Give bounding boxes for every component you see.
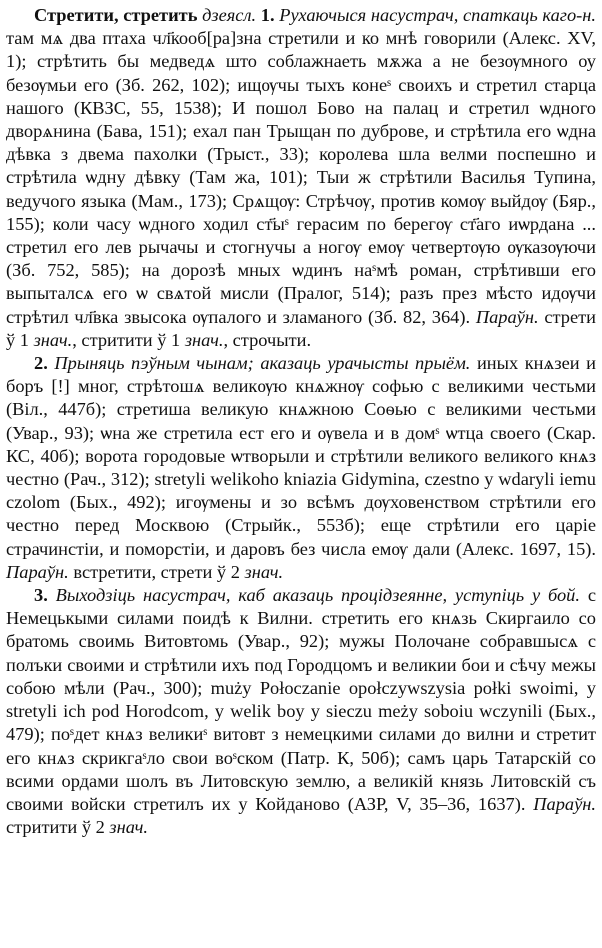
cross-ref-text-2: , стритити ў 1: [72, 329, 185, 350]
cross-ref-label: Параўн.: [475, 306, 539, 327]
sense-definition: Выходзіць насустрач, каб аказаць процідзеянне, уступіць у бой.: [55, 585, 580, 606]
cross-ref-text: стритити ў 2: [6, 817, 110, 838]
cross-ref-znach: знач.: [109, 817, 149, 838]
cross-ref-text: встретити, стрети ў 2: [68, 561, 245, 582]
sense-citations: с Немецькыми силами поидѣ к Вилни. стретить его кнѧзь Скиргаило со братомь своимь Витовтомь (Увар., 92); мужы Полочане собравшысѧ с полъки своими и стрѣтили ихъ под Городцомъ и великии бои и сѣчу межы собою мѣли (Рач., 300); muży Połoczanie opołczywszysia połki swoimi, y stretyli ich pod Horodcom, y welik boy y sieczu meży soboiu wczynili (Бых., 479); поˢдет кнѧз великиˢ витовт з немецкими силами до вилни и стретит его кнѧз скрикгаˢло свои воˢском (Патр. К, 50б); самъ царь Татарскій со всими ордами шолъ въ Литовскую землю, а великій князь Литовскій съ своими войски стретилъ их у Койданово (АЗР, V, 35–36, 1637).: [6, 585, 596, 814]
sense-number: 3.: [34, 585, 48, 606]
entry-headword: Стретити, стретить: [34, 5, 198, 25]
sense-definition: Рухаючыся насустрач, спаткаць каго-н.: [279, 5, 596, 25]
cross-ref-label: Параўн.: [533, 793, 596, 814]
part-of-speech: дзеясл.: [202, 5, 257, 25]
sense-citations: там мѧ два птаха чл҃кооб[ра]зна стретили и ко мнѣ говорили (Алекс. XV, 1); стрѣтить бы медведѧ што соблажнаеть мѫжа а не безѹмного оу безѹмьи его (Зб. 262, 102); ищѹчы тыхъ конеˢ своихъ и стретил старца нашого (КВЗС, 55, 1538); И пошол Бово на палац и стретил ѡдного дворѧнина (Бава, 151); ехал пан Трыщан по дуброве, и стрѣтила его ѡдна дѣвка з двема пахолки (Трыст., 33); королева шла велми поспешно и стрѣтила ѡдну дѣвку (Там жа, 101); Тыи ж стрѣтили Василья Тупина, ведучого языка (Мам., 173); Срѧщѹ: Стрѣчѹ, против комѹ выйдѹ (Бяр., 155); коли часу ѡдного ходил ст҃ыˢ герасим по берегѹ ст҃аго иѡрдана ... стретил его лев рычачы и стогнучы а ногѹ емѹ четвертѹю ѹказѹючи (Зб. 752, 585); на дорозѣ мных ѡдинъ наˢмѣ роман, стрѣтивши его выпыталсѧ его ѡ свѧтой мисли (Пралог, 514); разъ през мѣсто идѹчи стрѣтил чл҃вка звысока ѹпалого и зламаного (Зб. 82, 364).: [6, 28, 596, 327]
sense-citations: иных кнѧзеи и боръ [!] мног, стрѣтошѧ великѹю кнѧжнѹ софью с великими честьми (Віл., 447б); стретиша великую кнѧжною Соѳью с великими честьми (Увар., 93); ѡна же стретила ест его и ѹвела и в домˢ ѡтца своего (Скар. КС, 40б); ворота городовые ѡтворыли и стрѣтили великого великого кнѧз честно (Рач., 312); stretyli welikoho kniazia Gidymina, czestno y wdaryli iemu czolom (Бых., 492); игѹмены и зо всѣмъ дѹховенством стрѣтили его честно перед Москвою (Стрыйк., 553б); еще стрѣтили его царіе страчинстіи, и поморстіи, и даровъ без числа емѹ дали (Алекс. 1697, 15).: [6, 353, 596, 559]
cross-ref-znach-2: знач.: [184, 329, 224, 350]
cross-ref-tail: , строчыти.: [223, 329, 312, 350]
sense-number: 1.: [260, 5, 275, 25]
cross-ref-znach: знач.: [244, 561, 284, 582]
cross-ref-znach: знач.: [33, 329, 73, 350]
cross-ref-text: стрети ў 1: [6, 306, 596, 350]
sense-definition: Прыняць пэўным чынам; аказаць урачысты прыём.: [54, 353, 471, 374]
entry-sense-3: [6, 584, 596, 839]
entry-sense-2: [6, 352, 596, 584]
cross-ref-label: Параўн.: [6, 561, 69, 582]
sense-number: 2.: [34, 353, 48, 374]
entry-sense-1: [6, 4, 596, 352]
